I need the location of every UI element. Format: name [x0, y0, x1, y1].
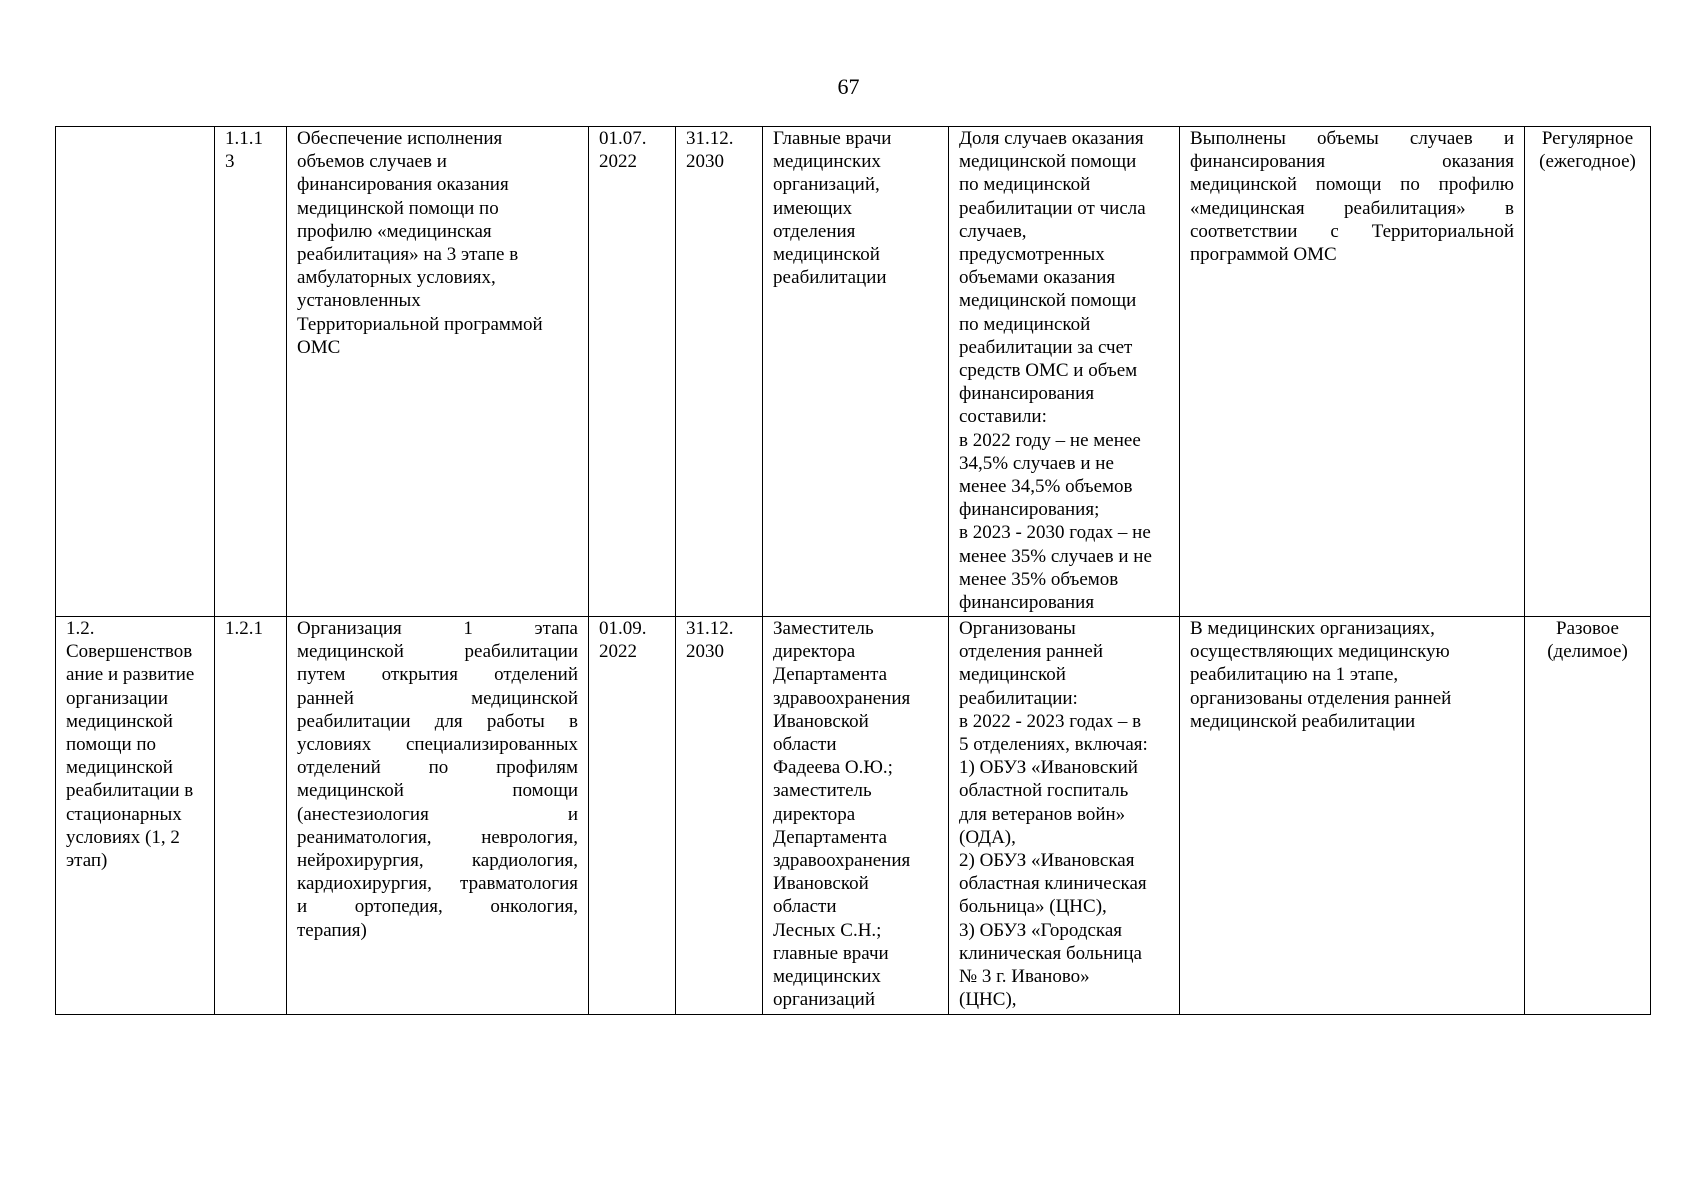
measure-cell: [287, 617, 589, 1015]
end-date-line: 31.12.: [686, 128, 734, 149]
responsible-line: здравоохранения: [773, 850, 911, 872]
end-date-cell: [676, 127, 763, 617]
indicator-line: менее 35% объемов: [959, 568, 1119, 590]
measure-line: (анестезиология и: [297, 803, 578, 825]
measure-line: реабилитация» на 3 этапе в: [297, 244, 519, 266]
type-line: Разовое: [1556, 618, 1619, 639]
indicator-line: средств ОМС и объем: [959, 360, 1138, 382]
start-date-cell: [589, 127, 676, 617]
indicator-line: менее 35% случаев и не: [959, 545, 1152, 567]
indicator-line: областная клиническая: [959, 873, 1147, 895]
section-cell: [56, 127, 215, 617]
measure-line: терапия): [297, 919, 367, 941]
indicator-line: менее 34,5% объемов: [959, 476, 1133, 498]
measure-line: путем открытия отделений: [297, 664, 578, 686]
indicator-line: составили:: [959, 406, 1047, 428]
indicator-line: Организованы: [959, 618, 1076, 639]
responsible-line: организаций: [773, 989, 876, 1011]
start-date-line: 2022: [599, 151, 637, 173]
section-line: ание и развитие: [66, 664, 195, 686]
code-cell: [215, 127, 287, 617]
result-cell: [1180, 127, 1525, 617]
table-row: [56, 127, 1651, 617]
section-line: организации: [66, 687, 169, 709]
responsible-line: здравоохранения: [773, 687, 911, 709]
responsible-line: имеющих: [773, 197, 853, 219]
result-line: медицинской помощи по профилю: [1190, 174, 1514, 196]
indicator-line: медицинской помощи: [959, 290, 1137, 312]
section-line: реабилитации в: [66, 780, 194, 802]
page-number: 67: [837, 74, 860, 99]
indicator-line: финансирования: [959, 592, 1095, 614]
indicator-line: больница» (ЦНС),: [959, 896, 1107, 918]
result-line: «медицинская реабилитация» в: [1190, 197, 1514, 219]
responsible-line: директора: [773, 641, 856, 663]
measure-line: реаниматология, неврология,: [297, 826, 578, 848]
responsible-line: медицинских: [773, 151, 881, 173]
code-line: 1.1.1: [225, 128, 263, 149]
result-line: В медицинских организациях,: [1190, 618, 1435, 639]
code-cell: [215, 617, 287, 1015]
start-date-line: 2022: [599, 641, 637, 663]
type-cell: [1525, 127, 1651, 617]
measure-line: профилю «медицинская: [297, 220, 492, 242]
section-line: медицинской: [66, 710, 173, 732]
indicator-line: реабилитации:: [959, 687, 1078, 709]
indicator-line: медицинской: [959, 664, 1066, 686]
section-line: условиях (1, 2: [66, 826, 180, 848]
indicator-line: финансирования: [959, 383, 1095, 405]
start-date-cell: [589, 617, 676, 1015]
responsible-line: медицинских: [773, 966, 881, 988]
responsible-line: Заместитель: [773, 618, 874, 639]
section-line: стационарных: [66, 803, 182, 825]
responsible-line: отделения: [773, 220, 856, 242]
indicator-line: по медицинской: [959, 174, 1091, 196]
end-date-cell: [676, 617, 763, 1015]
responsible-cell: [763, 127, 949, 617]
section-line: Совершенствов: [66, 641, 193, 663]
measure-line: амбулаторных условиях,: [297, 267, 496, 289]
measure-line: реабилитации для работы в: [297, 710, 578, 732]
indicator-cell: [949, 617, 1180, 1015]
measure-line: Организация 1 этапа: [297, 618, 578, 639]
indicator-line: клиническая больница: [959, 942, 1142, 964]
measure-line: установленных: [297, 290, 421, 312]
indicator-line: реабилитации от числа: [959, 197, 1146, 219]
indicator-line: финансирования;: [959, 499, 1100, 521]
indicator-line: в 2022 году – не менее: [959, 429, 1141, 451]
result-line: медицинской реабилитации: [1190, 710, 1416, 732]
indicator-line: реабилитации за счет: [959, 336, 1133, 358]
result-line: организованы отделения ранней: [1190, 687, 1452, 709]
type-line: (ежегодное): [1539, 151, 1636, 173]
measure-line: медицинской реабилитации: [297, 641, 578, 663]
indicator-line: № 3 г. Иваново»: [959, 966, 1090, 988]
section-line: 1.2.: [66, 618, 95, 639]
indicator-line: (ОДА),: [959, 826, 1016, 848]
measure-line: ОМС: [297, 336, 341, 358]
measure-line: условиях специализированных: [297, 734, 578, 756]
section-cell: [56, 617, 215, 1015]
responsible-line: заместитель: [773, 780, 872, 802]
responsible-line: Лесных С.Н.;: [773, 919, 882, 941]
measures-table: [55, 126, 1651, 1015]
section-line: помощи по: [66, 734, 157, 756]
end-date-line: 2030: [686, 641, 724, 663]
section-line: медицинской: [66, 757, 173, 779]
code-line: 1.2.1: [225, 618, 263, 639]
indicator-line: предусмотренных: [959, 244, 1105, 266]
responsible-line: Фадеева О.Ю.;: [773, 757, 893, 779]
result-line: соответствии с Территориальной: [1190, 220, 1514, 242]
responsible-line: реабилитации: [773, 267, 887, 289]
measure-cell: [287, 127, 589, 617]
result-line: финансирования оказания: [1190, 151, 1514, 173]
responsible-line: Департамента: [773, 826, 888, 848]
start-date-line: 01.07.: [599, 128, 647, 149]
indicator-line: Доля случаев оказания: [959, 128, 1144, 149]
indicator-line: в 2022 - 2023 годах – в: [959, 710, 1142, 732]
result-cell: [1180, 617, 1525, 1015]
indicator-line: случаев,: [959, 220, 1027, 242]
responsible-line: Ивановской: [773, 710, 869, 732]
responsible-line: Ивановской: [773, 873, 869, 895]
result-line: Выполнены объемы случаев и: [1190, 128, 1514, 149]
responsible-line: области: [773, 734, 837, 756]
measure-line: Территориальной программой: [297, 313, 543, 335]
indicator-line: 1) ОБУЗ «Ивановский: [959, 757, 1138, 779]
measure-line: медицинской помощи по: [297, 197, 499, 219]
indicator-line: 3) ОБУЗ «Городская: [959, 919, 1122, 941]
type-cell: [1525, 617, 1651, 1015]
indicator-cell: [949, 127, 1180, 617]
responsible-cell: [763, 617, 949, 1015]
table-row: [56, 617, 1651, 1015]
type-line: (делимое): [1547, 641, 1628, 663]
start-date-line: 01.09.: [599, 618, 647, 639]
indicator-line: для ветеранов войн»: [959, 803, 1126, 825]
indicator-line: (ЦНС),: [959, 989, 1017, 1011]
measure-line: медицинской помощи: [297, 780, 578, 802]
indicator-line: объемами оказания: [959, 267, 1116, 289]
measure-line: кардиохирургия, травматология: [297, 873, 578, 895]
measure-line: ранней медицинской: [297, 687, 578, 709]
result-line: осуществляющих медицинскую: [1190, 641, 1450, 663]
indicator-line: медицинской помощи: [959, 151, 1137, 173]
responsible-line: Департамента: [773, 664, 888, 686]
type-line: Регулярное: [1541, 128, 1634, 149]
measure-line: объемов случаев и: [297, 151, 447, 173]
measure-line: отделений по профилям: [297, 757, 578, 779]
indicator-line: 2) ОБУЗ «Ивановская: [959, 850, 1135, 872]
measure-line: нейрохирургия, кардиология,: [297, 850, 578, 872]
result-line: программой ОМС: [1190, 244, 1337, 266]
indicator-line: областной госпиталь: [959, 780, 1129, 802]
indicator-line: по медицинской: [959, 313, 1091, 335]
indicator-line: 34,5% случаев и не: [959, 452, 1114, 474]
result-line: реабилитацию на 1 этапе,: [1190, 664, 1399, 686]
measure-line: и ортопедия, онкология,: [297, 896, 578, 918]
responsible-line: области: [773, 896, 837, 918]
indicator-line: 5 отделениях, включая:: [959, 734, 1148, 756]
indicator-line: в 2023 - 2030 годах – не: [959, 522, 1151, 544]
end-date-line: 31.12.: [686, 618, 734, 639]
responsible-line: организаций,: [773, 174, 880, 196]
responsible-line: Главные врачи: [773, 128, 892, 149]
measure-line: финансирования оказания: [297, 174, 509, 196]
indicator-line: отделения ранней: [959, 641, 1104, 663]
responsible-line: медицинской: [773, 244, 880, 266]
section-line: этап): [66, 850, 108, 872]
responsible-line: главные врачи: [773, 942, 889, 964]
responsible-line: директора: [773, 803, 856, 825]
end-date-line: 2030: [686, 151, 724, 173]
measure-line: Обеспечение исполнения: [297, 128, 503, 149]
code-line: 3: [225, 151, 235, 173]
